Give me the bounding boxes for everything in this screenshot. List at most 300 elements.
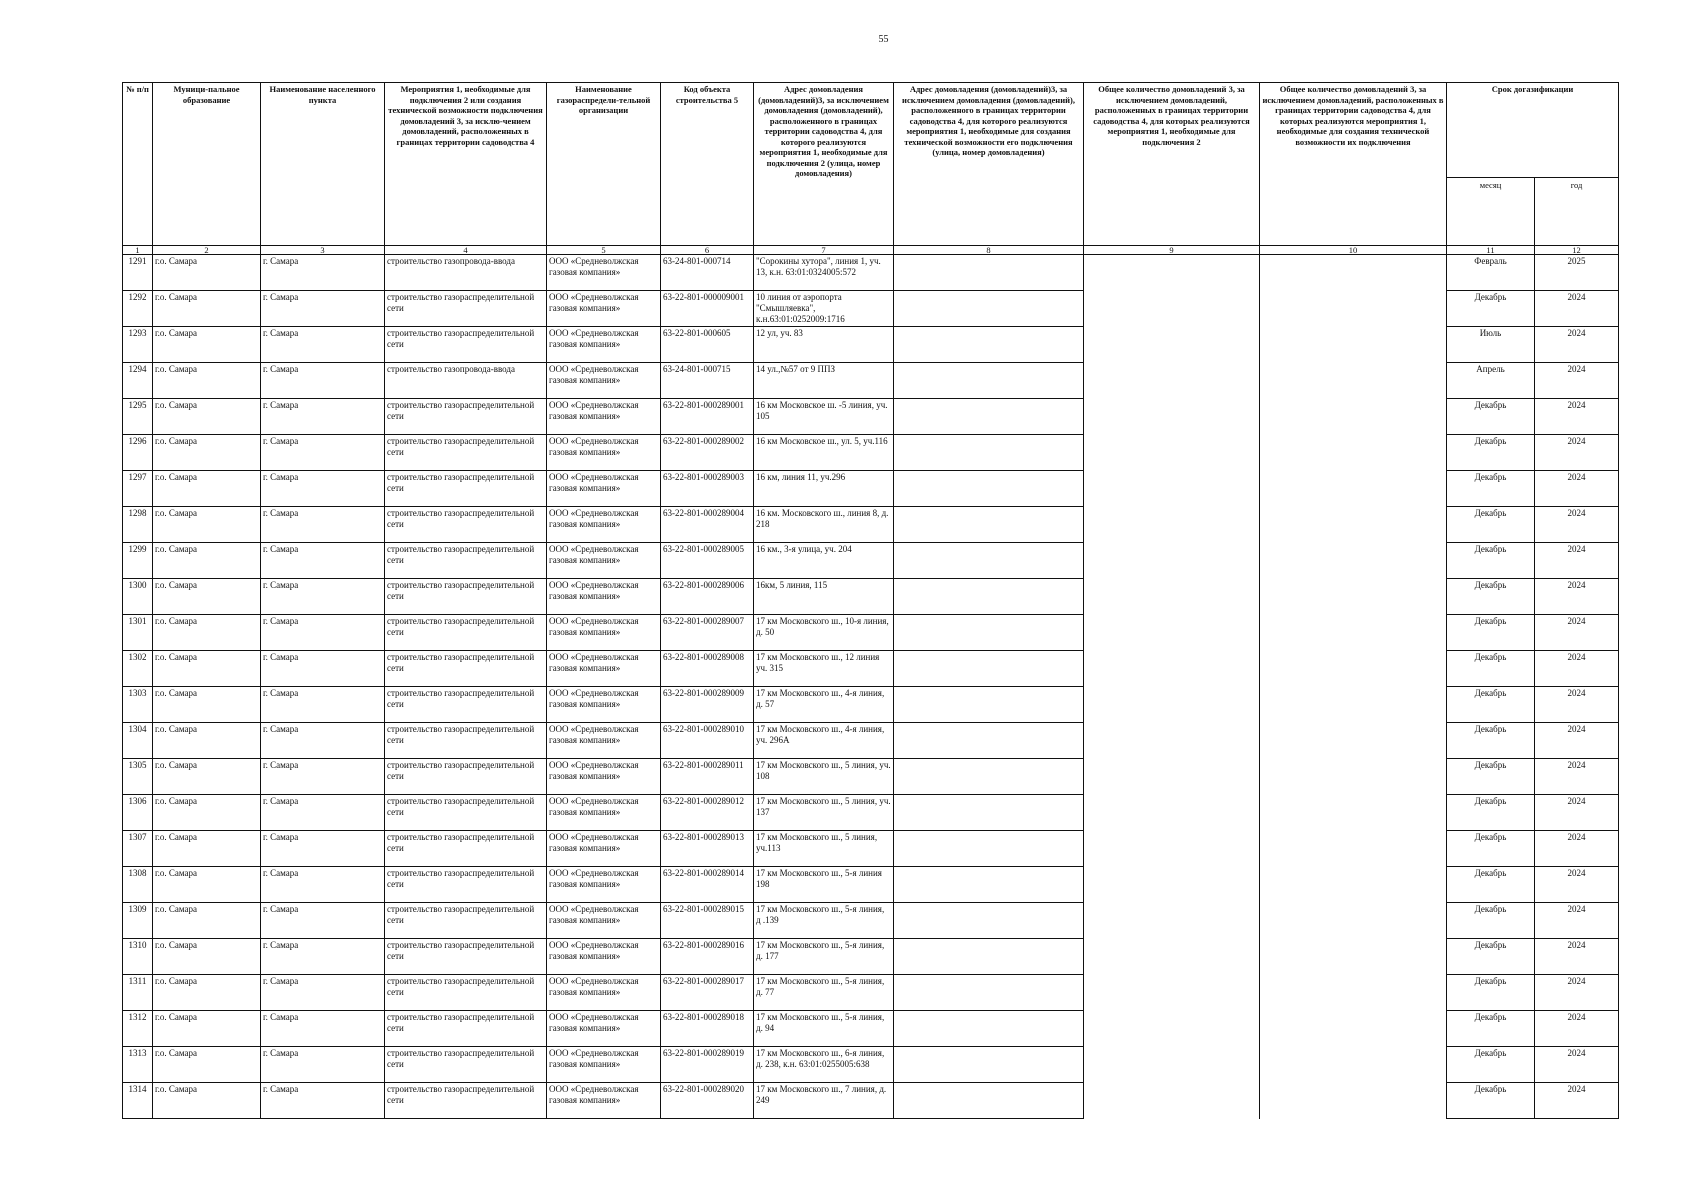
- empty-cell-c9: [1084, 291, 1260, 327]
- table-row: [123, 795, 1619, 831]
- empty-cell-c10: [1260, 1083, 1447, 1119]
- year-cell: 2024: [1535, 651, 1619, 687]
- municipality-cell: г.о. Самара: [153, 867, 261, 903]
- municipality-cell: г.о. Самара: [153, 327, 261, 363]
- object-code-cell: 63-22-801-000289006: [661, 579, 754, 615]
- municipality-cell: г.о. Самара: [153, 975, 261, 1011]
- address-cell: 16 км., 3-я улица, уч. 204: [754, 543, 894, 579]
- row-number: 1312: [123, 1011, 153, 1047]
- empty-cell-c8: [894, 831, 1084, 867]
- row-number: 1304: [123, 723, 153, 759]
- settlement-cell: г. Самара: [261, 543, 385, 579]
- empty-cell-c10: [1260, 867, 1447, 903]
- column-number: 2: [153, 246, 261, 255]
- empty-cell-c10: [1260, 903, 1447, 939]
- month-cell: Декабрь: [1447, 759, 1535, 795]
- empty-cell-c9: [1084, 615, 1260, 651]
- organization-cell: ООО «Средневолжская газовая компания»: [547, 903, 661, 939]
- municipality-cell: г.о. Самара: [153, 471, 261, 507]
- empty-cell-c10: [1260, 255, 1447, 291]
- object-code-cell: 63-22-801-000289015: [661, 903, 754, 939]
- organization-cell: ООО «Средневолжская газовая компания»: [547, 687, 661, 723]
- empty-cell-c9: [1084, 471, 1260, 507]
- settlement-cell: г. Самара: [261, 399, 385, 435]
- address-cell: 17 км Московского ш., 4-я линия, уч. 296А: [754, 723, 894, 759]
- year-cell: 2024: [1535, 327, 1619, 363]
- table-row: [123, 903, 1619, 939]
- header-col-6: Код объекта строительства 5: [661, 83, 754, 246]
- empty-cell-c10: [1260, 1047, 1447, 1083]
- measure-cell: строительство газораспределительной сети: [385, 435, 547, 471]
- municipality-cell: г.о. Самара: [153, 1047, 261, 1083]
- empty-cell-c8: [894, 651, 1084, 687]
- month-cell: Декабрь: [1447, 975, 1535, 1011]
- measure-cell: строительство газораспределительной сети: [385, 939, 547, 975]
- empty-cell-c9: [1084, 723, 1260, 759]
- settlement-cell: г. Самара: [261, 687, 385, 723]
- address-cell: 17 км Московского ш., 5-я линия, д .139: [754, 903, 894, 939]
- table-row: [123, 507, 1619, 543]
- empty-cell-c10: [1260, 471, 1447, 507]
- settlement-cell: г. Самара: [261, 795, 385, 831]
- year-cell: 2024: [1535, 543, 1619, 579]
- organization-cell: ООО «Средневолжская газовая компания»: [547, 291, 661, 327]
- header-month: месяц: [1447, 178, 1535, 246]
- empty-cell-c10: [1260, 435, 1447, 471]
- table-row: [123, 1083, 1619, 1119]
- month-cell: Декабрь: [1447, 1011, 1535, 1047]
- table-body: [123, 255, 1619, 1119]
- month-cell: Декабрь: [1447, 471, 1535, 507]
- object-code-cell: 63-22-801-000289013: [661, 831, 754, 867]
- settlement-cell: г. Самара: [261, 723, 385, 759]
- empty-cell-c9: [1084, 543, 1260, 579]
- measure-cell: строительство газораспределительной сети: [385, 1047, 547, 1083]
- month-cell: Апрель: [1447, 363, 1535, 399]
- row-number: 1293: [123, 327, 153, 363]
- column-number: 11: [1447, 246, 1535, 255]
- empty-cell-c8: [894, 975, 1084, 1011]
- empty-cell-c9: [1084, 1083, 1260, 1119]
- settlement-cell: г. Самара: [261, 255, 385, 291]
- column-number: 3: [261, 246, 385, 255]
- year-cell: 2024: [1535, 723, 1619, 759]
- header-year: год: [1535, 178, 1619, 246]
- organization-cell: ООО «Средневолжская газовая компания»: [547, 471, 661, 507]
- empty-cell-c8: [894, 543, 1084, 579]
- row-number: 1313: [123, 1047, 153, 1083]
- object-code-cell: 63-22-801-000289007: [661, 615, 754, 651]
- year-cell: 2024: [1535, 1083, 1619, 1119]
- month-cell: Декабрь: [1447, 507, 1535, 543]
- empty-cell-c8: [894, 291, 1084, 327]
- organization-cell: ООО «Средневолжская газовая компания»: [547, 975, 661, 1011]
- object-code-cell: 63-22-801-000289019: [661, 1047, 754, 1083]
- month-cell: Декабрь: [1447, 867, 1535, 903]
- address-cell: 17 км Московского ш., 4-я линия, д. 57: [754, 687, 894, 723]
- empty-cell-c9: [1084, 651, 1260, 687]
- settlement-cell: г. Самара: [261, 939, 385, 975]
- month-cell: Декабрь: [1447, 903, 1535, 939]
- measure-cell: строительство газораспределительной сети: [385, 759, 547, 795]
- address-cell: 16 км Московское ш. -5 линия, уч. 105: [754, 399, 894, 435]
- measure-cell: строительство газораспределительной сети: [385, 507, 547, 543]
- month-cell: Декабрь: [1447, 831, 1535, 867]
- organization-cell: ООО «Средневолжская газовая компания»: [547, 651, 661, 687]
- municipality-cell: г.о. Самара: [153, 795, 261, 831]
- municipality-cell: г.о. Самара: [153, 1011, 261, 1047]
- month-cell: Декабрь: [1447, 399, 1535, 435]
- object-code-cell: 63-22-801-000289010: [661, 723, 754, 759]
- empty-cell-c9: [1084, 363, 1260, 399]
- object-code-cell: 63-22-801-000289002: [661, 435, 754, 471]
- address-cell: 16 км, линия 11, уч.296: [754, 471, 894, 507]
- measure-cell: строительство газораспределительной сети: [385, 615, 547, 651]
- object-code-cell: 63-22-801-000009001: [661, 291, 754, 327]
- measure-cell: строительство газораспределительной сети: [385, 723, 547, 759]
- empty-cell-c8: [894, 687, 1084, 723]
- address-cell: 17 км Московского ш., 5 линия, уч.113: [754, 831, 894, 867]
- row-number: 1291: [123, 255, 153, 291]
- empty-cell-c10: [1260, 579, 1447, 615]
- municipality-cell: г.о. Самара: [153, 435, 261, 471]
- empty-cell-c9: [1084, 867, 1260, 903]
- table-row: [123, 723, 1619, 759]
- month-cell: Декабрь: [1447, 723, 1535, 759]
- header-col-10: Общее количество домовладений 3, за исключением домовладений, расположенных в границах территории садоводства 4, для которых реализуются мероприятия 1, необходимые для создания технической возможности их подключения: [1260, 83, 1447, 246]
- column-number: 8: [894, 246, 1084, 255]
- table-row: [123, 687, 1619, 723]
- empty-cell-c10: [1260, 327, 1447, 363]
- object-code-cell: 63-24-801-000715: [661, 363, 754, 399]
- row-number: 1292: [123, 291, 153, 327]
- empty-cell-c10: [1260, 507, 1447, 543]
- empty-cell-c9: [1084, 759, 1260, 795]
- object-code-cell: 63-22-801-000605: [661, 327, 754, 363]
- settlement-cell: г. Самара: [261, 471, 385, 507]
- object-code-cell: 63-22-801-000289011: [661, 759, 754, 795]
- year-cell: 2024: [1535, 759, 1619, 795]
- table-row: [123, 867, 1619, 903]
- month-cell: Июль: [1447, 327, 1535, 363]
- year-cell: 2025: [1535, 255, 1619, 291]
- organization-cell: ООО «Средневолжская газовая компания»: [547, 579, 661, 615]
- month-cell: Декабрь: [1447, 579, 1535, 615]
- organization-cell: ООО «Средневолжская газовая компания»: [547, 939, 661, 975]
- table-row: [123, 471, 1619, 507]
- year-cell: 2024: [1535, 831, 1619, 867]
- empty-cell-c8: [894, 1083, 1084, 1119]
- empty-cell-c8: [894, 435, 1084, 471]
- empty-cell-c8: [894, 795, 1084, 831]
- empty-cell-c8: [894, 255, 1084, 291]
- row-number: 1295: [123, 399, 153, 435]
- municipality-cell: г.о. Самара: [153, 1083, 261, 1119]
- settlement-cell: г. Самара: [261, 831, 385, 867]
- row-number: 1308: [123, 867, 153, 903]
- address-cell: 17 км Московского ш., 5 линия, уч. 137: [754, 795, 894, 831]
- measure-cell: строительство газораспределительной сети: [385, 1011, 547, 1047]
- row-number: 1294: [123, 363, 153, 399]
- municipality-cell: г.о. Самара: [153, 399, 261, 435]
- empty-cell-c10: [1260, 831, 1447, 867]
- empty-cell-c10: [1260, 651, 1447, 687]
- column-number: 5: [547, 246, 661, 255]
- empty-cell-c10: [1260, 687, 1447, 723]
- measure-cell: строительство газораспределительной сети: [385, 1083, 547, 1119]
- empty-cell-c10: [1260, 1011, 1447, 1047]
- address-cell: 17 км Московского ш., 5-я линия, д. 94: [754, 1011, 894, 1047]
- table-row: [123, 543, 1619, 579]
- municipality-cell: г.о. Самара: [153, 291, 261, 327]
- settlement-cell: г. Самара: [261, 975, 385, 1011]
- year-cell: 2024: [1535, 867, 1619, 903]
- table-row: [123, 291, 1619, 327]
- object-code-cell: 63-22-801-000289008: [661, 651, 754, 687]
- table-row: [123, 363, 1619, 399]
- municipality-cell: г.о. Самара: [153, 651, 261, 687]
- empty-cell-c9: [1084, 795, 1260, 831]
- organization-cell: ООО «Средневолжская газовая компания»: [547, 759, 661, 795]
- measure-cell: строительство газораспределительной сети: [385, 651, 547, 687]
- measure-cell: строительство газораспределительной сети: [385, 867, 547, 903]
- empty-cell-c9: [1084, 435, 1260, 471]
- year-cell: 2024: [1535, 687, 1619, 723]
- address-cell: 16 км. Московского ш., линия 8, д. 218: [754, 507, 894, 543]
- empty-cell-c8: [894, 1011, 1084, 1047]
- table-row: [123, 939, 1619, 975]
- year-cell: 2024: [1535, 507, 1619, 543]
- row-number: 1296: [123, 435, 153, 471]
- municipality-cell: г.о. Самара: [153, 255, 261, 291]
- empty-cell-c9: [1084, 687, 1260, 723]
- object-code-cell: 63-22-801-000289020: [661, 1083, 754, 1119]
- month-cell: Декабрь: [1447, 615, 1535, 651]
- empty-cell-c9: [1084, 399, 1260, 435]
- column-number: 12: [1535, 246, 1619, 255]
- address-cell: 17 км Московского ш., 5-я линия 198: [754, 867, 894, 903]
- settlement-cell: г. Самара: [261, 1047, 385, 1083]
- empty-cell-c10: [1260, 723, 1447, 759]
- table-row: [123, 435, 1619, 471]
- month-cell: Февраль: [1447, 255, 1535, 291]
- settlement-cell: г. Самара: [261, 363, 385, 399]
- measure-cell: строительство газораспределительной сети: [385, 975, 547, 1011]
- header-col-2: Муници-пальное образование: [153, 83, 261, 246]
- empty-cell-c8: [894, 867, 1084, 903]
- object-code-cell: 63-22-801-000289005: [661, 543, 754, 579]
- empty-cell-c10: [1260, 795, 1447, 831]
- page-number: 55: [878, 34, 889, 45]
- measure-cell: строительство газораспределительной сети: [385, 903, 547, 939]
- empty-cell-c8: [894, 759, 1084, 795]
- address-cell: 17 км Московского ш., 5-я линия, д. 177: [754, 939, 894, 975]
- empty-cell-c8: [894, 903, 1084, 939]
- empty-cell-c9: [1084, 579, 1260, 615]
- column-numbers-row: [123, 246, 1619, 255]
- municipality-cell: г.о. Самара: [153, 687, 261, 723]
- municipality-cell: г.о. Самара: [153, 903, 261, 939]
- settlement-cell: г. Самара: [261, 759, 385, 795]
- empty-cell-c9: [1084, 1011, 1260, 1047]
- organization-cell: ООО «Средневолжская газовая компания»: [547, 435, 661, 471]
- municipality-cell: г.о. Самара: [153, 759, 261, 795]
- table-row: [123, 579, 1619, 615]
- empty-cell-c8: [894, 327, 1084, 363]
- row-number: 1307: [123, 831, 153, 867]
- object-code-cell: 63-24-801-000714: [661, 255, 754, 291]
- object-code-cell: 63-22-801-000289014: [661, 867, 754, 903]
- organization-cell: ООО «Средневолжская газовая компания»: [547, 1083, 661, 1119]
- address-cell: 17 км Московского ш., 5-я линия, д. 77: [754, 975, 894, 1011]
- table-row: [123, 255, 1619, 291]
- address-cell: 17 км Московского ш., 7 линия, д. 249: [754, 1083, 894, 1119]
- empty-cell-c8: [894, 507, 1084, 543]
- organization-cell: ООО «Средневолжская газовая компания»: [547, 1047, 661, 1083]
- header-col-7: Адрес домовладения (домовладений)3, за исключением домовладения (домовладений), расположенного в границах территории садоводства 4, для которого реализуются мероприятия 1, необходимые для подключения 2 (улица, номер домовладения): [754, 83, 894, 246]
- year-cell: 2024: [1535, 903, 1619, 939]
- settlement-cell: г. Самара: [261, 507, 385, 543]
- empty-cell-c9: [1084, 975, 1260, 1011]
- empty-cell-c8: [894, 723, 1084, 759]
- measure-cell: строительство газораспределительной сети: [385, 831, 547, 867]
- column-number: 4: [385, 246, 547, 255]
- table-row: [123, 651, 1619, 687]
- empty-cell-c8: [894, 363, 1084, 399]
- empty-cell-c10: [1260, 759, 1447, 795]
- settlement-cell: г. Самара: [261, 579, 385, 615]
- measure-cell: строительство газораспределительной сети: [385, 291, 547, 327]
- object-code-cell: 63-22-801-000289009: [661, 687, 754, 723]
- empty-cell-c8: [894, 1047, 1084, 1083]
- organization-cell: ООО «Средневолжская газовая компания»: [547, 831, 661, 867]
- address-cell: 17 км Московского ш., 6-я линия, д. 238, к.н. 63:01:0255005:638: [754, 1047, 894, 1083]
- settlement-cell: г. Самара: [261, 651, 385, 687]
- month-cell: Декабрь: [1447, 687, 1535, 723]
- empty-cell-c8: [894, 615, 1084, 651]
- object-code-cell: 63-22-801-000289004: [661, 507, 754, 543]
- object-code-cell: 63-22-801-000289016: [661, 939, 754, 975]
- empty-cell-c9: [1084, 255, 1260, 291]
- table-row: [123, 615, 1619, 651]
- month-cell: Декабрь: [1447, 1047, 1535, 1083]
- municipality-cell: г.о. Самара: [153, 939, 261, 975]
- year-cell: 2024: [1535, 435, 1619, 471]
- empty-cell-c9: [1084, 903, 1260, 939]
- table-row: [123, 1011, 1619, 1047]
- row-number: 1310: [123, 939, 153, 975]
- settlement-cell: г. Самара: [261, 1011, 385, 1047]
- address-cell: 12 ул, уч. 83: [754, 327, 894, 363]
- measure-cell: строительство газораспределительной сети: [385, 543, 547, 579]
- address-cell: 17 км Московского ш., 5 линия, уч. 108: [754, 759, 894, 795]
- organization-cell: ООО «Средневолжская газовая компания»: [547, 327, 661, 363]
- settlement-cell: г. Самара: [261, 435, 385, 471]
- row-number: 1305: [123, 759, 153, 795]
- year-cell: 2024: [1535, 975, 1619, 1011]
- table-row: [123, 831, 1619, 867]
- settlement-cell: г. Самара: [261, 903, 385, 939]
- table-row: [123, 1047, 1619, 1083]
- measure-cell: строительство газораспределительной сети: [385, 795, 547, 831]
- year-cell: 2024: [1535, 471, 1619, 507]
- settlement-cell: г. Самара: [261, 615, 385, 651]
- empty-cell-c10: [1260, 291, 1447, 327]
- object-code-cell: 63-22-801-000289017: [661, 975, 754, 1011]
- gasification-table-container: [122, 82, 1618, 1119]
- object-code-cell: 63-22-801-000289001: [661, 399, 754, 435]
- row-number: 1299: [123, 543, 153, 579]
- settlement-cell: г. Самара: [261, 327, 385, 363]
- organization-cell: ООО «Средневолжская газовая компания»: [547, 723, 661, 759]
- column-number: 6: [661, 246, 754, 255]
- measure-cell: строительство газораспределительной сети: [385, 399, 547, 435]
- organization-cell: ООО «Средневолжская газовая компания»: [547, 543, 661, 579]
- year-cell: 2024: [1535, 291, 1619, 327]
- year-cell: 2024: [1535, 1047, 1619, 1083]
- header-gasification-term: Срок догазификации: [1447, 83, 1619, 178]
- month-cell: Декабрь: [1447, 435, 1535, 471]
- column-number: 7: [754, 246, 894, 255]
- empty-cell-c10: [1260, 363, 1447, 399]
- address-cell: 10 линия от аэропорта "Смышляевка", к.н.63:01:0252009:1716: [754, 291, 894, 327]
- address-cell: 16км, 5 линия, 115: [754, 579, 894, 615]
- measure-cell: строительство газопровода-ввода: [385, 363, 547, 399]
- object-code-cell: 63-22-801-000289003: [661, 471, 754, 507]
- year-cell: 2024: [1535, 795, 1619, 831]
- organization-cell: ООО «Средневолжская газовая компания»: [547, 795, 661, 831]
- address-cell: 17 км Московского ш., 12 линия уч. 315: [754, 651, 894, 687]
- measure-cell: строительство газопровода-ввода: [385, 255, 547, 291]
- measure-cell: строительство газораспределительной сети: [385, 327, 547, 363]
- empty-cell-c8: [894, 579, 1084, 615]
- municipality-cell: г.о. Самара: [153, 579, 261, 615]
- month-cell: Декабрь: [1447, 939, 1535, 975]
- header-col-1: № п/п: [123, 83, 153, 246]
- header-col-8: Адрес домовладения (домовладений)3, за исключением домовладения (домовладений), расположенного в границах территории садоводства 4, для которого реализуются мероприятия 1, необходимые для создания технической возможности его подключения (улица, номер домовладения): [894, 83, 1084, 246]
- settlement-cell: г. Самара: [261, 1083, 385, 1119]
- row-number: 1306: [123, 795, 153, 831]
- table-row: [123, 399, 1619, 435]
- empty-cell-c10: [1260, 615, 1447, 651]
- organization-cell: ООО «Средневолжская газовая компания»: [547, 867, 661, 903]
- month-cell: Декабрь: [1447, 291, 1535, 327]
- column-number: 10: [1260, 246, 1447, 255]
- empty-cell-c10: [1260, 975, 1447, 1011]
- empty-cell-c9: [1084, 831, 1260, 867]
- year-cell: 2024: [1535, 615, 1619, 651]
- measure-cell: строительство газораспределительной сети: [385, 471, 547, 507]
- row-number: 1300: [123, 579, 153, 615]
- address-cell: 17 км Московского ш., 10-я линия, д. 50: [754, 615, 894, 651]
- table-row: [123, 327, 1619, 363]
- column-number: 1: [123, 246, 153, 255]
- header-col-3: Наименование населенного пункта: [261, 83, 385, 246]
- municipality-cell: г.о. Самара: [153, 831, 261, 867]
- year-cell: 2024: [1535, 363, 1619, 399]
- empty-cell-c8: [894, 939, 1084, 975]
- organization-cell: ООО «Средневолжская газовая компания»: [547, 507, 661, 543]
- empty-cell-c8: [894, 399, 1084, 435]
- year-cell: 2024: [1535, 399, 1619, 435]
- header-col-9: Общее количество домовладений 3, за исключением домовладений, расположенных в границах территории садоводства 4, для которых реализуются мероприятия 1, необходимые для подключения 2: [1084, 83, 1260, 246]
- address-cell: 16 км Московское ш., ул. 5, уч.116: [754, 435, 894, 471]
- header-col-4: Мероприятия 1, необходимые для подключения 2 или создания технической возможности подключения домовладений 3, за исклю-чением домовладений, расположенных в границах территории садоводства 4: [385, 83, 547, 246]
- organization-cell: ООО «Средневолжская газовая компания»: [547, 1011, 661, 1047]
- empty-cell-c9: [1084, 1047, 1260, 1083]
- measure-cell: строительство газораспределительной сети: [385, 579, 547, 615]
- row-number: 1309: [123, 903, 153, 939]
